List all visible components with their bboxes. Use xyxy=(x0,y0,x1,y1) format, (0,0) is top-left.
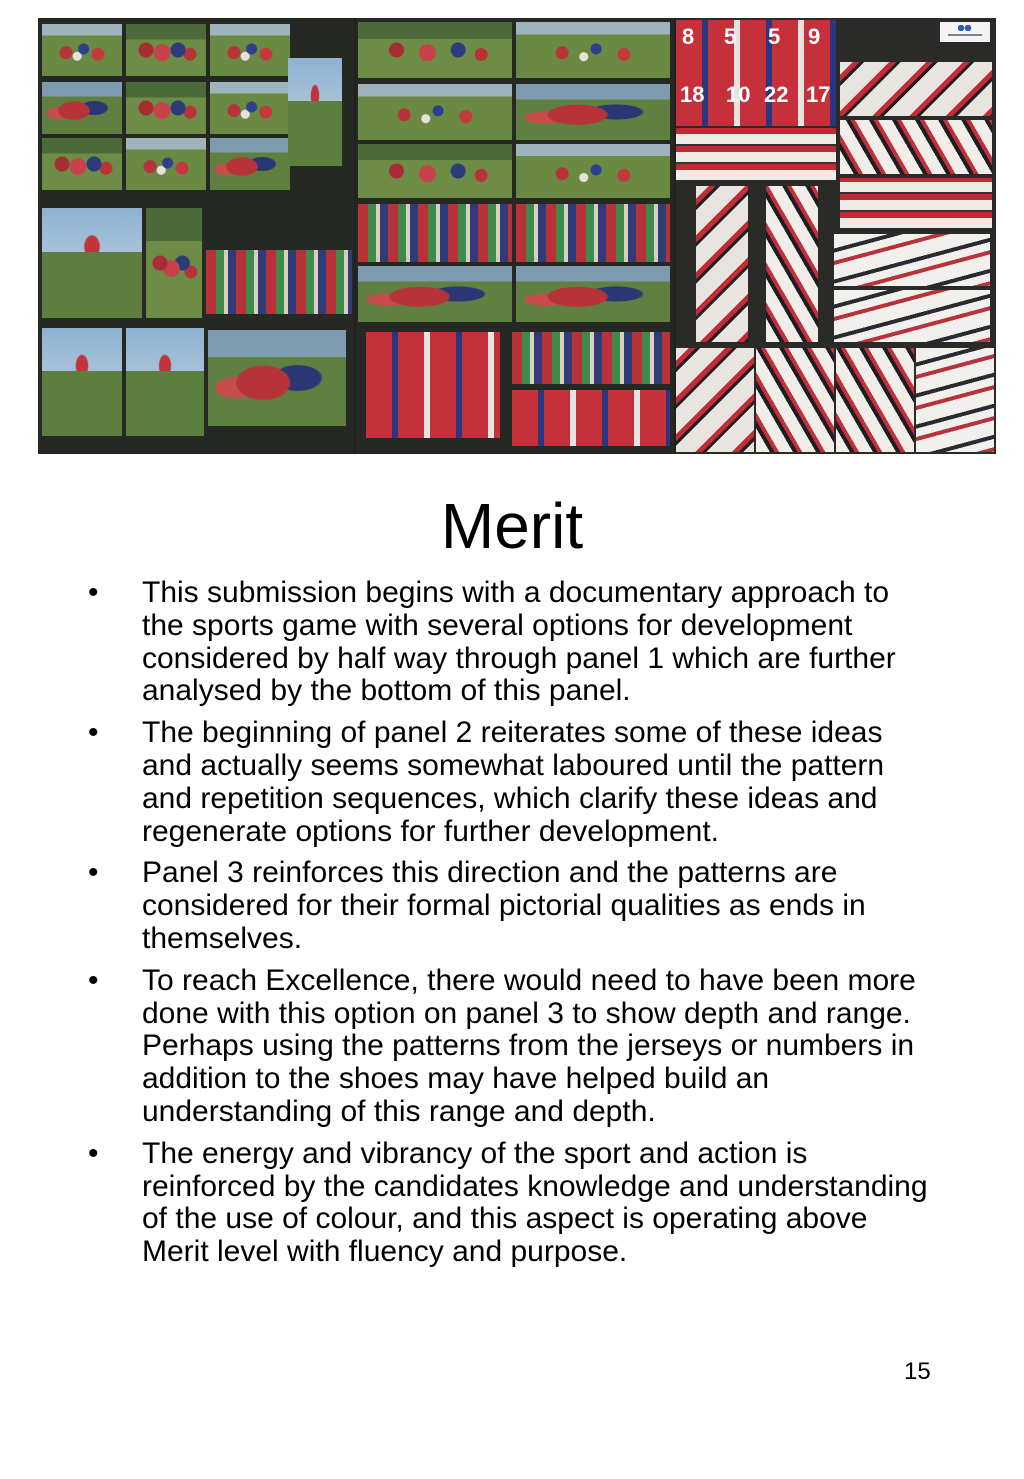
boots-photo xyxy=(840,62,992,116)
jersey-number: 18 xyxy=(680,82,705,107)
bullet-list xyxy=(88,577,938,1278)
jersey-backs-photo xyxy=(512,390,670,446)
scrum-photo xyxy=(516,266,670,322)
jersey-numbers-photo xyxy=(676,20,836,126)
lineout-photo xyxy=(42,208,142,318)
photography-logo xyxy=(940,22,990,42)
bullet-item xyxy=(88,577,938,708)
boots-row-photo xyxy=(676,128,836,180)
rugby-photo xyxy=(358,144,512,198)
rugby-photo xyxy=(126,24,206,76)
rugby-photo xyxy=(210,82,290,134)
rugby-photo xyxy=(516,22,670,78)
lineout-photo xyxy=(42,328,122,436)
lineout-photo xyxy=(288,58,342,166)
jersey-number: 8 xyxy=(682,24,695,49)
rugby-photo xyxy=(210,138,290,190)
bullet-item xyxy=(88,857,938,955)
bullet-marker: • xyxy=(88,576,99,609)
logo-dots-icon xyxy=(958,25,972,31)
bullet-text: To reach Excellence, there would need to have been more done with this option on panel 3 to show depth and range. Perhaps using the patterns from the jerseys or numbers in addition to the shoes may have helped build an understanding of this range and depth. xyxy=(142,963,916,1128)
scrum-photo xyxy=(516,84,670,140)
panel-3 xyxy=(676,18,996,454)
rugby-photo xyxy=(126,138,206,190)
rugby-photo xyxy=(42,82,122,134)
lineout-photo xyxy=(126,328,204,436)
scrum-photo xyxy=(358,266,512,322)
boots-closeup-photo xyxy=(836,348,914,452)
bullet-text: Panel 3 reinforces this direction and the patterns are considered for their formal pictorial qualities as ends in themselves. xyxy=(142,856,866,955)
rugby-photo xyxy=(516,144,670,198)
team-photo xyxy=(358,204,512,262)
rugby-photo xyxy=(358,22,512,78)
rugby-photo xyxy=(146,208,202,318)
boots-photo xyxy=(840,120,992,174)
jersey-numbers-svg xyxy=(676,20,836,126)
jersey-number: 5 xyxy=(724,24,737,49)
jersey-number: 17 xyxy=(806,82,831,107)
bullet-marker: • xyxy=(88,1136,99,1170)
boots-closeup-photo xyxy=(756,348,834,452)
jersey-number: 22 xyxy=(764,82,789,107)
panel-2 xyxy=(356,18,674,454)
rugby-photo xyxy=(42,138,122,190)
boots-closeup-photo xyxy=(916,348,994,452)
team-photo xyxy=(516,204,670,262)
bullet-text: The energy and vibrancy of the sport and action is reinforced by the candidates knowledge and understanding of the use of colour, and this aspect is operating above Merit level with fluency and purpose. xyxy=(142,1136,928,1269)
bullet-marker: • xyxy=(88,856,99,890)
boot-stripes-photo xyxy=(834,290,990,342)
jersey-number: 5 xyxy=(768,24,781,49)
bullet-marker: • xyxy=(88,716,99,750)
scrum-photo xyxy=(208,330,346,426)
bullet-item xyxy=(88,717,938,848)
boots-stack-photo xyxy=(696,186,748,342)
panel-1 xyxy=(38,18,354,454)
bullet-marker: • xyxy=(88,963,99,997)
rugby-photo xyxy=(210,24,290,76)
boots-closeup-photo xyxy=(676,348,754,452)
page-number: 15 xyxy=(904,1358,931,1385)
boot-stripes-photo xyxy=(834,234,990,286)
jersey-number: 10 xyxy=(726,82,751,107)
huddle-photo xyxy=(366,332,500,438)
rugby-photo xyxy=(126,82,206,134)
bullet-item xyxy=(88,1138,938,1269)
rugby-photo xyxy=(42,24,122,76)
bullet-item xyxy=(88,965,938,1129)
rugby-photo xyxy=(358,84,512,140)
team-lineup-photo xyxy=(512,332,670,384)
jersey-number: 9 xyxy=(808,24,821,49)
folio-board-image xyxy=(38,18,996,454)
boots-stack-photo xyxy=(766,186,818,342)
bullet-text: The beginning of panel 2 reiterates some of these ideas and actually seems somewhat laboured until the pattern and repetition sequences, which clarify these ideas and regenerate options for further development. xyxy=(142,716,885,848)
slide-title: Merit xyxy=(440,490,584,562)
boots-row-photo xyxy=(840,178,992,228)
logo-text-line xyxy=(948,34,982,36)
team-photo xyxy=(206,250,352,314)
bullet-text: This submission begins with a documentary approach to the sports game with several options for development considered by half way through panel 1 which are further analysed by the bottom of this panel. xyxy=(142,576,896,708)
